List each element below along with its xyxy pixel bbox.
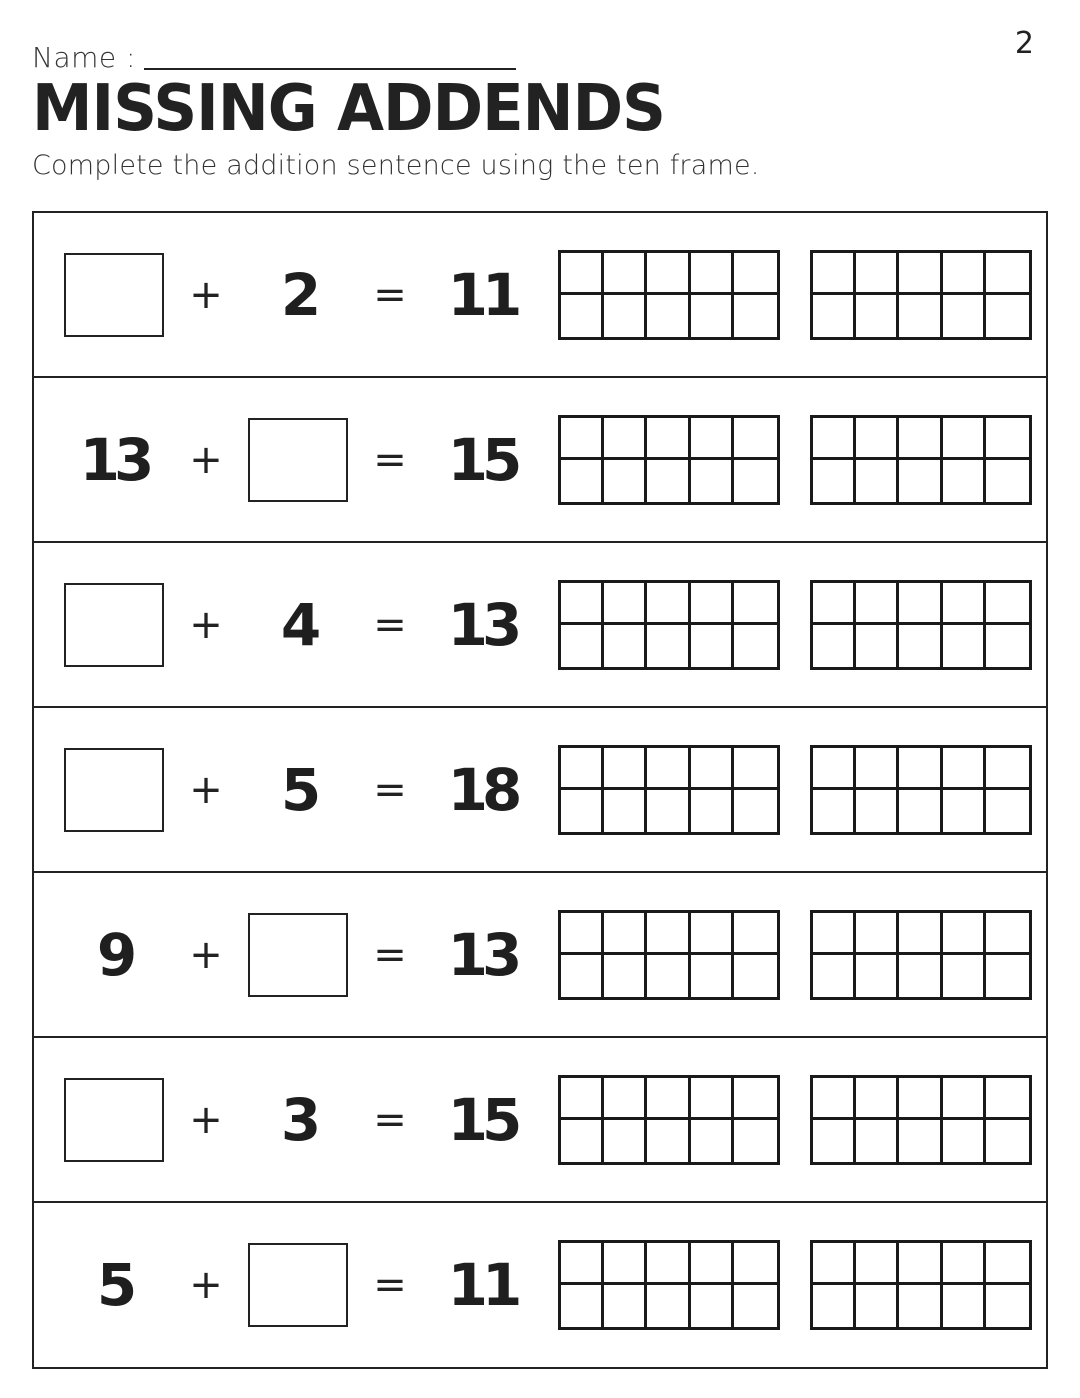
ten-frame-cell[interactable] — [647, 625, 690, 667]
name-field[interactable] — [144, 67, 516, 70]
ten-frame-cell[interactable] — [561, 1285, 604, 1327]
ten-frame-cell[interactable] — [604, 1243, 647, 1285]
second-addend-slot — [280, 590, 316, 659]
ten-frame-cell[interactable] — [986, 1078, 1029, 1120]
ten-frame-cell[interactable] — [561, 295, 604, 337]
ten-frame-cell[interactable] — [856, 460, 899, 502]
problem-row — [34, 213, 1046, 378]
ten-frame — [558, 580, 780, 670]
sum-slot — [447, 920, 517, 989]
name-label: Name : — [32, 41, 136, 74]
equals-sign — [373, 1096, 407, 1143]
ten-frame-cell[interactable] — [899, 1243, 942, 1285]
ten-frame-cell[interactable] — [899, 913, 942, 955]
ten-frame-cell[interactable] — [986, 625, 1029, 667]
ten-frame-cell[interactable] — [943, 460, 986, 502]
first-addend: 5 — [96, 1251, 132, 1319]
ten-frame-cell[interactable] — [856, 748, 899, 790]
answer-box[interactable] — [248, 418, 348, 502]
ten-frame-cell[interactable] — [647, 790, 690, 832]
ten-frame — [558, 1075, 780, 1165]
ten-frame-cell[interactable] — [691, 1120, 734, 1162]
ten-frame-cell[interactable] — [561, 913, 604, 955]
equals-sign — [373, 766, 407, 813]
answer-box[interactable] — [64, 253, 164, 337]
problem-row — [34, 378, 1046, 543]
plus-symbol: + — [189, 601, 223, 648]
ten-frame-cell[interactable] — [986, 1120, 1029, 1162]
equals-sign — [373, 1262, 407, 1308]
ten-frame-cell[interactable] — [899, 253, 942, 295]
equals-sign — [373, 436, 407, 483]
equals-symbol: = — [373, 436, 407, 483]
ten-frame-cell[interactable] — [604, 1120, 647, 1162]
ten-frame-cell[interactable] — [734, 295, 777, 337]
ten-frame-cell[interactable] — [899, 748, 942, 790]
instructions: Complete the addition sentence using the ten frame. — [32, 150, 760, 181]
sum-slot — [447, 260, 517, 329]
sum-value: 18 — [447, 755, 517, 824]
ten-frame-cell[interactable] — [604, 790, 647, 832]
second-addend: 2 — [280, 260, 316, 329]
ten-frame-cell[interactable] — [561, 1078, 604, 1120]
ten-frame-cell[interactable] — [691, 1078, 734, 1120]
answer-box[interactable] — [64, 748, 164, 832]
ten-frame-cell[interactable] — [691, 418, 734, 460]
first-addend-slot — [96, 1251, 132, 1319]
equals-sign — [373, 271, 407, 318]
ten-frame-cell[interactable] — [943, 913, 986, 955]
ten-frame-cell[interactable] — [856, 253, 899, 295]
ten-frame-cell[interactable] — [943, 625, 986, 667]
sum-value: 15 — [447, 425, 517, 494]
ten-frame-cell[interactable] — [813, 1078, 856, 1120]
ten-frame-cell[interactable] — [734, 1285, 777, 1327]
ten-frame-cell[interactable] — [604, 253, 647, 295]
ten-frame-cell[interactable] — [813, 1285, 856, 1327]
ten-frame-cell[interactable] — [943, 1120, 986, 1162]
second-addend: 4 — [280, 590, 316, 659]
ten-frame-cell[interactable] — [813, 583, 856, 625]
ten-frame-cell[interactable] — [813, 253, 856, 295]
ten-frame-cell[interactable] — [986, 418, 1029, 460]
ten-frame-cell[interactable] — [813, 955, 856, 997]
plus-sign — [189, 931, 223, 978]
sum-slot — [447, 590, 517, 659]
ten-frame-cell[interactable] — [604, 1285, 647, 1327]
ten-frame-cell[interactable] — [561, 748, 604, 790]
ten-frame-cell[interactable] — [604, 583, 647, 625]
sum-slot — [447, 1251, 517, 1319]
sum-slot — [447, 755, 517, 824]
ten-frame-cell[interactable] — [813, 460, 856, 502]
ten-frame-cell[interactable] — [691, 748, 734, 790]
ten-frame-cell[interactable] — [899, 1285, 942, 1327]
ten-frame-cell[interactable] — [986, 253, 1029, 295]
ten-frame-cell[interactable] — [691, 955, 734, 997]
ten-frame-cell[interactable] — [734, 748, 777, 790]
ten-frame-cell[interactable] — [813, 1120, 856, 1162]
ten-frame-cell[interactable] — [813, 913, 856, 955]
plus-symbol: + — [189, 1096, 223, 1143]
equals-symbol: = — [373, 766, 407, 813]
ten-frame-cell[interactable] — [986, 748, 1029, 790]
ten-frame-cell[interactable] — [647, 253, 690, 295]
ten-frame-cell[interactable] — [856, 418, 899, 460]
ten-frame-cell[interactable] — [943, 583, 986, 625]
sum-value: 15 — [447, 1085, 517, 1154]
second-addend-slot — [280, 1085, 316, 1154]
plus-sign — [189, 766, 223, 813]
ten-frame-cell[interactable] — [691, 1243, 734, 1285]
ten-frame-cell[interactable] — [647, 583, 690, 625]
ten-frame-cell[interactable] — [813, 295, 856, 337]
problem-row — [34, 1203, 1046, 1367]
plus-symbol: + — [189, 766, 223, 813]
ten-frame-cell[interactable] — [856, 583, 899, 625]
ten-frame-cell[interactable] — [734, 583, 777, 625]
ten-frame-cell[interactable] — [561, 253, 604, 295]
ten-frame-cell[interactable] — [561, 460, 604, 502]
ten-frame-cell[interactable] — [943, 295, 986, 337]
ten-frame-cell[interactable] — [647, 1285, 690, 1327]
ten-frame-cell[interactable] — [899, 295, 942, 337]
second-addend-slot — [280, 755, 316, 824]
ten-frame-cell[interactable] — [647, 1120, 690, 1162]
ten-frame-cell[interactable] — [691, 913, 734, 955]
ten-frame-cell[interactable] — [856, 625, 899, 667]
ten-frame-cell[interactable] — [647, 1243, 690, 1285]
plus-sign — [189, 436, 223, 483]
ten-frame-cell[interactable] — [943, 955, 986, 997]
name-row — [32, 24, 516, 72]
second-addend: 3 — [280, 1085, 316, 1154]
ten-frame-cell[interactable] — [943, 1078, 986, 1120]
ten-frame-cell[interactable] — [813, 748, 856, 790]
ten-frame-cell[interactable] — [691, 460, 734, 502]
ten-frame-cell[interactable] — [813, 625, 856, 667]
plus-symbol: + — [189, 1262, 223, 1308]
ten-frame-cell[interactable] — [691, 583, 734, 625]
page-number: 2 — [1014, 26, 1034, 61]
second-addend: 5 — [280, 755, 316, 824]
ten-frame-cell[interactable] — [561, 1243, 604, 1285]
ten-frame — [810, 250, 1032, 340]
ten-frame-cell[interactable] — [899, 790, 942, 832]
ten-frame-cell[interactable] — [604, 418, 647, 460]
plus-sign — [189, 601, 223, 648]
ten-frame-cell[interactable] — [986, 295, 1029, 337]
ten-frame — [810, 745, 1032, 835]
ten-frame-cell[interactable] — [856, 1120, 899, 1162]
ten-frame-cell[interactable] — [986, 1243, 1029, 1285]
ten-frame-cell[interactable] — [691, 1285, 734, 1327]
ten-frame — [810, 415, 1032, 505]
ten-frame-cell[interactable] — [647, 955, 690, 997]
ten-frame — [810, 1240, 1032, 1330]
ten-frame-cell[interactable] — [561, 583, 604, 625]
first-addend: 13 — [79, 425, 149, 494]
ten-frame-cell[interactable] — [899, 1120, 942, 1162]
plus-symbol: + — [189, 931, 223, 978]
ten-frame-cell[interactable] — [647, 460, 690, 502]
ten-frame-cell[interactable] — [561, 790, 604, 832]
ten-frame-cell[interactable] — [943, 418, 986, 460]
ten-frame-cell[interactable] — [986, 583, 1029, 625]
answer-box[interactable] — [248, 913, 348, 997]
ten-frame-cell[interactable] — [647, 748, 690, 790]
sum-value: 11 — [447, 1251, 517, 1319]
first-addend-slot — [64, 253, 164, 337]
ten-frame — [810, 1075, 1032, 1165]
ten-frame — [558, 910, 780, 1000]
page-title: MISSING ADDENDS — [32, 72, 665, 146]
ten-frame-cell[interactable] — [604, 625, 647, 667]
ten-frame-cell[interactable] — [604, 748, 647, 790]
ten-frame-cell[interactable] — [813, 1243, 856, 1285]
first-addend: 9 — [96, 920, 132, 989]
ten-frame-cell[interactable] — [943, 790, 986, 832]
ten-frame-cell[interactable] — [856, 955, 899, 997]
answer-box[interactable] — [64, 1078, 164, 1162]
ten-frame-cell[interactable] — [734, 460, 777, 502]
ten-frame-cell[interactable] — [813, 418, 856, 460]
ten-frame-cell[interactable] — [734, 1078, 777, 1120]
ten-frame-cell[interactable] — [604, 913, 647, 955]
ten-frame-cell[interactable] — [943, 1285, 986, 1327]
problem-row — [34, 1038, 1046, 1203]
ten-frame-cell[interactable] — [604, 295, 647, 337]
ten-frame-cell[interactable] — [734, 625, 777, 667]
ten-frame-cell[interactable] — [734, 913, 777, 955]
ten-frame-cell[interactable] — [647, 1078, 690, 1120]
ten-frame-cell[interactable] — [899, 1078, 942, 1120]
ten-frame-cell[interactable] — [647, 418, 690, 460]
equals-symbol: = — [373, 931, 407, 978]
ten-frame-cell[interactable] — [856, 913, 899, 955]
ten-frame-cell[interactable] — [561, 625, 604, 667]
ten-frame — [558, 745, 780, 835]
second-addend-slot — [248, 1243, 348, 1327]
equals-symbol: = — [373, 1096, 407, 1143]
ten-frame — [810, 910, 1032, 1000]
ten-frame-cell[interactable] — [604, 955, 647, 997]
plus-sign — [189, 271, 223, 318]
ten-frame — [810, 580, 1032, 670]
first-addend-slot — [64, 583, 164, 667]
answer-box[interactable] — [248, 1243, 348, 1327]
problem-row — [34, 873, 1046, 1038]
ten-frame-cell[interactable] — [647, 913, 690, 955]
ten-frame-cell[interactable] — [691, 295, 734, 337]
ten-frame — [558, 250, 780, 340]
ten-frame-cell[interactable] — [813, 790, 856, 832]
ten-frame-cell[interactable] — [734, 955, 777, 997]
problem-row — [34, 708, 1046, 873]
equals-symbol: = — [373, 271, 407, 318]
ten-frame-cell[interactable] — [899, 460, 942, 502]
ten-frame-cell[interactable] — [561, 418, 604, 460]
ten-frame-cell[interactable] — [856, 1078, 899, 1120]
ten-frame-cell[interactable] — [691, 790, 734, 832]
ten-frame-cell[interactable] — [561, 1120, 604, 1162]
first-addend-slot — [64, 748, 164, 832]
ten-frame-cell[interactable] — [691, 253, 734, 295]
ten-frame — [558, 415, 780, 505]
second-addend-slot — [280, 260, 316, 329]
first-addend-slot — [64, 1078, 164, 1162]
ten-frame-cell[interactable] — [734, 1120, 777, 1162]
ten-frame-cell[interactable] — [899, 583, 942, 625]
plus-symbol: + — [189, 271, 223, 318]
ten-frame-cell[interactable] — [734, 418, 777, 460]
ten-frame-cell[interactable] — [734, 253, 777, 295]
ten-frame-cell[interactable] — [899, 955, 942, 997]
ten-frame-cell[interactable] — [899, 418, 942, 460]
ten-frame-cell[interactable] — [856, 790, 899, 832]
sum-value: 11 — [447, 260, 517, 329]
ten-frame — [558, 1240, 780, 1330]
second-addend-slot — [248, 418, 348, 502]
equals-sign — [373, 601, 407, 648]
first-addend-slot — [96, 920, 132, 989]
sum-slot — [447, 425, 517, 494]
ten-frame-cell[interactable] — [986, 913, 1029, 955]
ten-frame-cell[interactable] — [986, 1285, 1029, 1327]
ten-frame-cell[interactable] — [856, 1243, 899, 1285]
ten-frame-cell[interactable] — [734, 790, 777, 832]
plus-sign — [189, 1096, 223, 1143]
ten-frame-cell[interactable] — [604, 460, 647, 502]
answer-box[interactable] — [64, 583, 164, 667]
plus-symbol: + — [189, 436, 223, 483]
sum-value: 13 — [447, 590, 517, 659]
equals-sign — [373, 931, 407, 978]
sum-slot — [447, 1085, 517, 1154]
ten-frame-cell[interactable] — [691, 625, 734, 667]
first-addend-slot — [79, 425, 149, 494]
ten-frame-cell[interactable] — [943, 253, 986, 295]
ten-frame-cell[interactable] — [943, 748, 986, 790]
plus-sign — [189, 1262, 223, 1308]
ten-frame-cell[interactable] — [986, 790, 1029, 832]
ten-frame-cell[interactable] — [899, 625, 942, 667]
ten-frame-cell[interactable] — [856, 295, 899, 337]
ten-frame-cell[interactable] — [561, 955, 604, 997]
problem-row — [34, 543, 1046, 708]
problem-table — [32, 211, 1048, 1369]
equals-symbol: = — [373, 601, 407, 648]
ten-frame-cell[interactable] — [986, 955, 1029, 997]
equals-symbol: = — [373, 1262, 407, 1308]
ten-frame-cell[interactable] — [856, 1285, 899, 1327]
sum-value: 13 — [447, 920, 517, 989]
ten-frame-cell[interactable] — [986, 460, 1029, 502]
ten-frame-cell[interactable] — [734, 1243, 777, 1285]
ten-frame-cell[interactable] — [647, 295, 690, 337]
ten-frame-cell[interactable] — [604, 1078, 647, 1120]
ten-frame-cell[interactable] — [943, 1243, 986, 1285]
second-addend-slot — [248, 913, 348, 997]
